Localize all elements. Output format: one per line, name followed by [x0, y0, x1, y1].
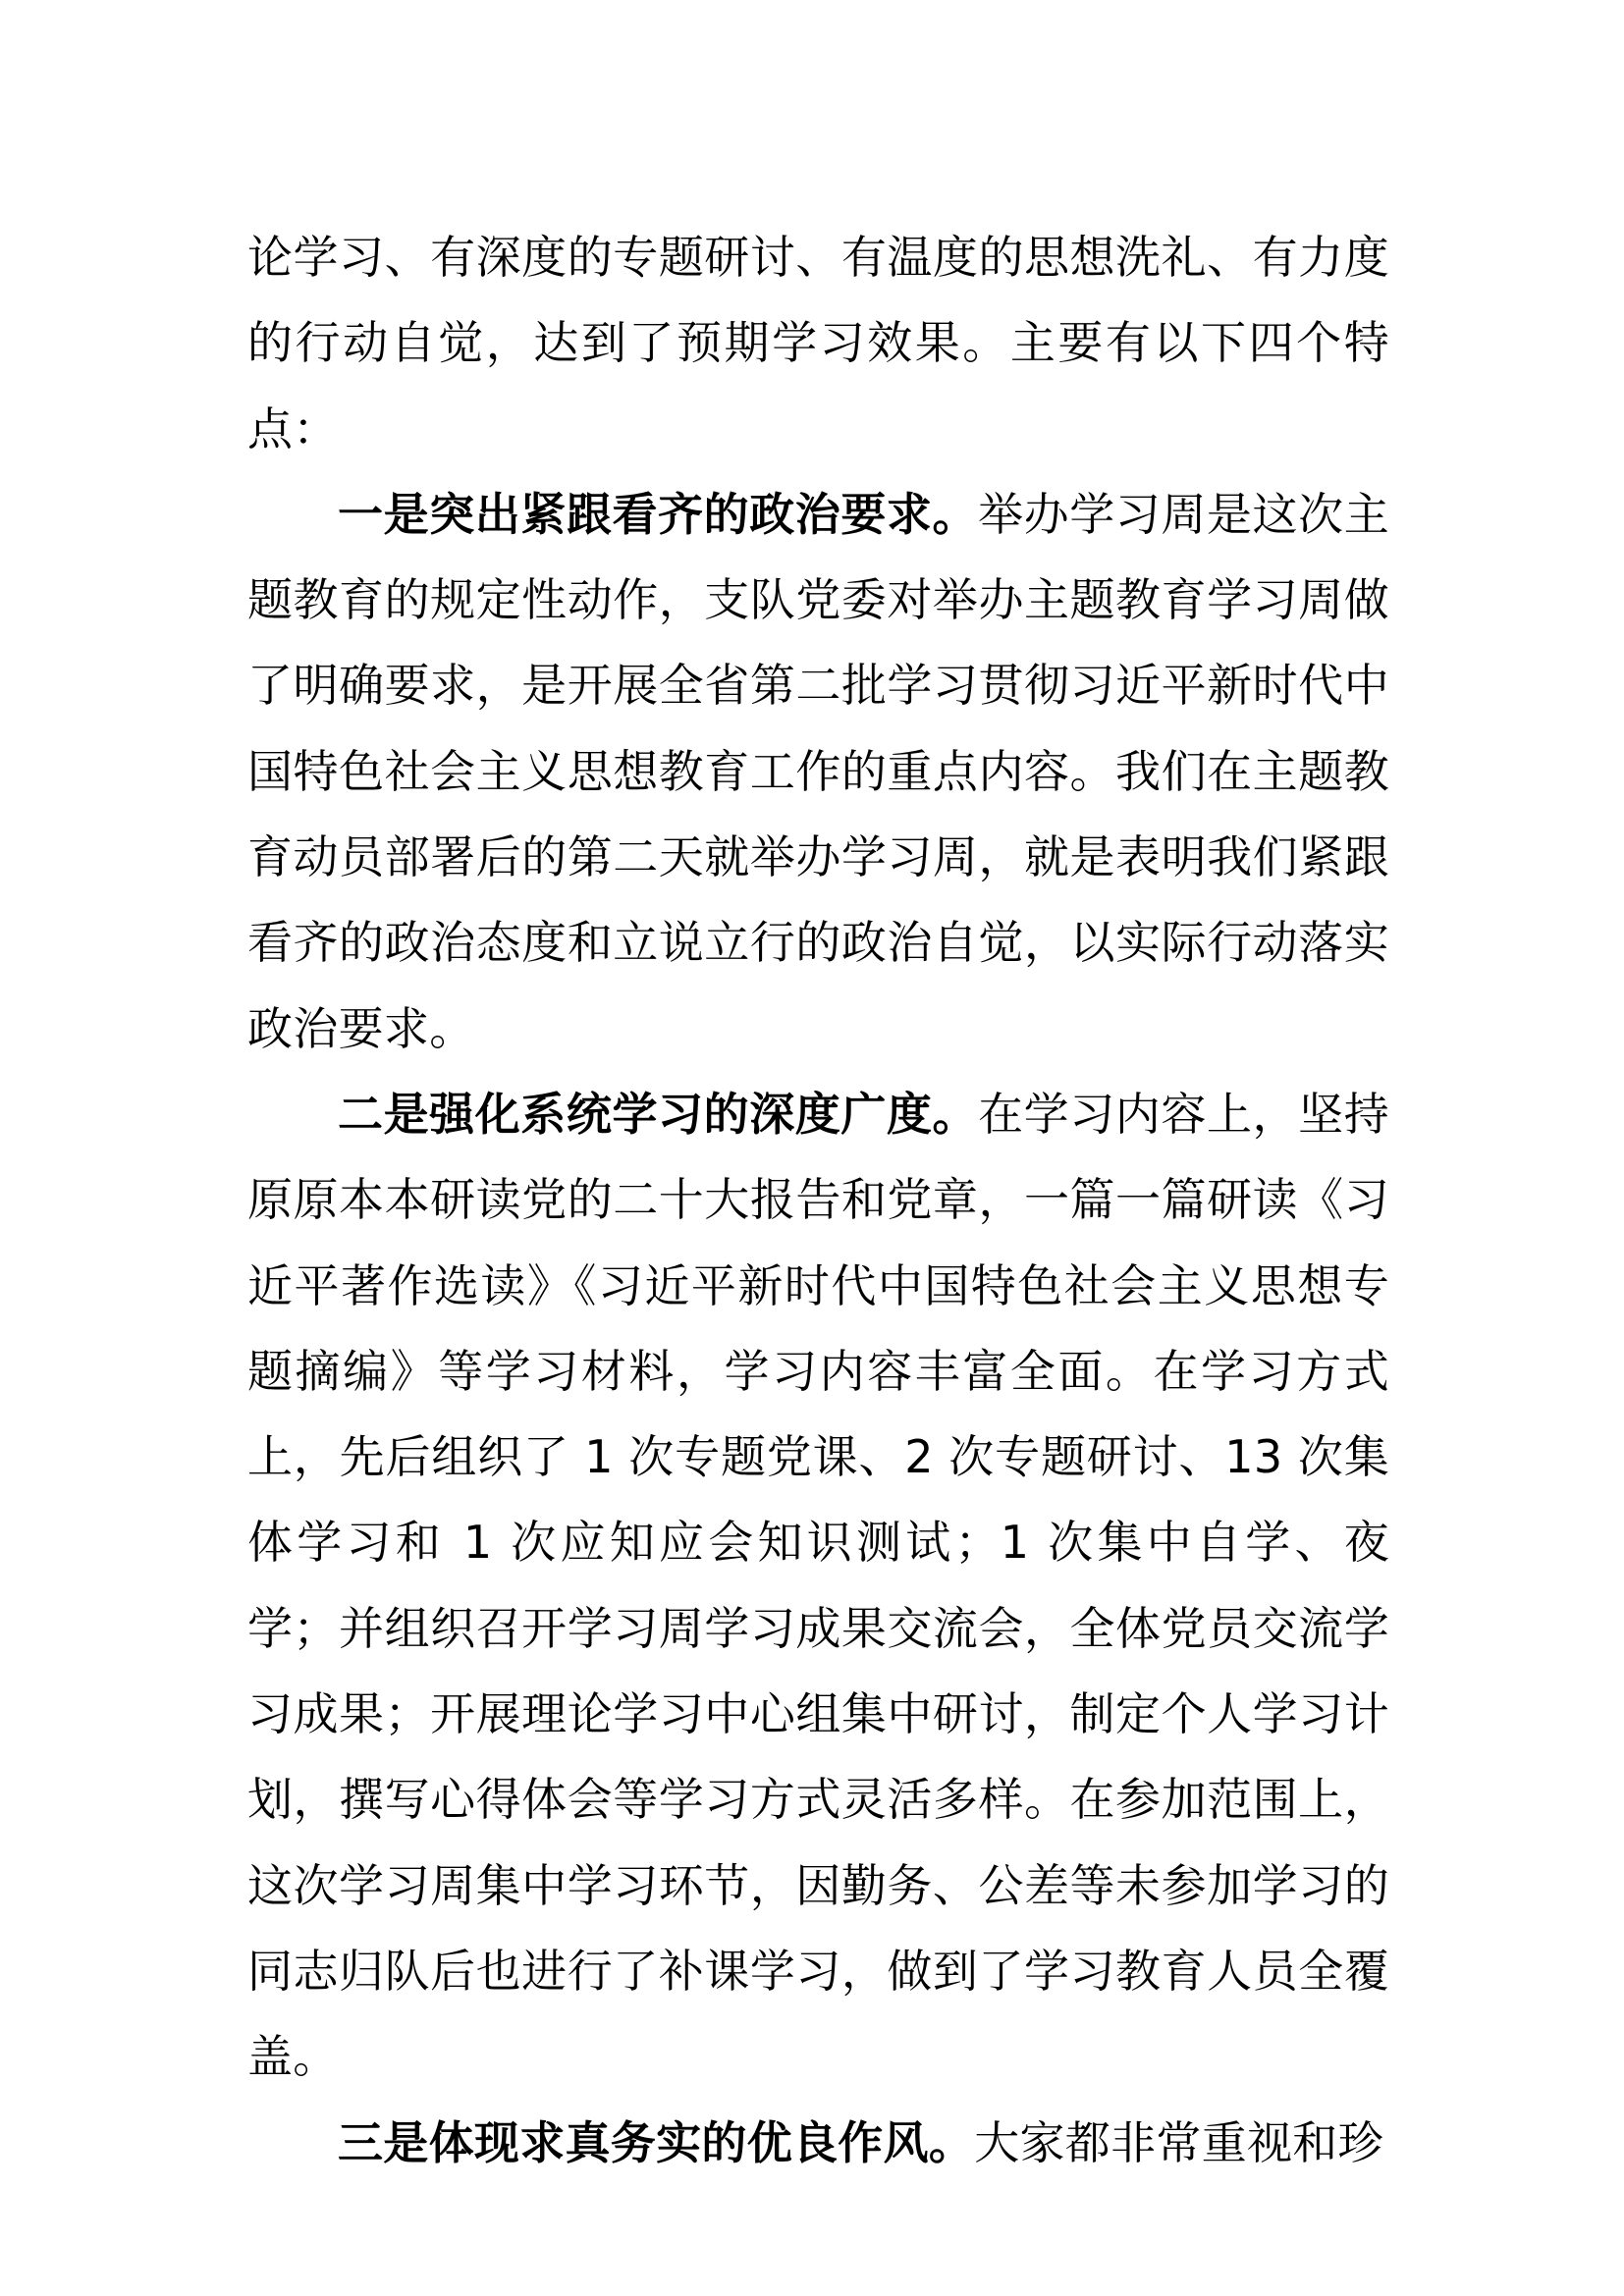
paragraph-text: 举办学习周是这次主题教育的规定性动作，支队党委对举办主题教育学习周做了明确要求，是开展全省第二批学习贯彻习近平新时代中国特色社会主义思想教育工作的重点内容。我们在主题教育动员部署后的第二天就举办学习周，就是表明我们紧跟看齐的政治态度和立说立行的政治自觉，以实际行动落实政治要求。 [247, 487, 1389, 1055]
document-body [247, 215, 1389, 2186]
paragraph-point-three [247, 2101, 1389, 2186]
paragraph-text: 论学习、有深度的专题研讨、有温度的思想洗礼、有力度的行动自觉，达到了预期学习效果。主要有以下四个特点： [247, 231, 1389, 455]
paragraph-intro [247, 215, 1389, 472]
paragraph-heading: 一是突出紧跟看齐的政治要求。 [338, 487, 979, 541]
paragraph-point-one [247, 472, 1389, 1072]
paragraph-heading: 二是强化系统学习的深度广度。 [338, 1087, 979, 1141]
paragraph-text: 在学习内容上，坚持原原本本研读党的二十大报告和党章，一篇一篇研读《习近平著作选读》《习近平新时代中国特色社会主义思想专题摘编》等学习材料，学习内容丰富全面。在学习方式上，先后组织了 1 次专题党课、2 次专题研讨、13 次集体学习和 1 次应知应会知识测试；1 次集中自学、夜学；并组织召开学习周学习成果交流会，全体党员交流学习成果；开展理论学习中心组集中研讨，制定个人学习计划，撰写心得体会等学习方式灵活多样。在参加范围上，这次学习周集中学习环节，因勤务、公差等未参加学习的同志归队后也进行了补课学习，做到了学习教育人员全覆盖。 [247, 1087, 1389, 2084]
paragraph-text: 大家都非常重视和珍 [974, 2115, 1383, 2169]
paragraph-heading: 三是体现求真务实的优良作风。 [338, 2115, 975, 2169]
paragraph-point-two [247, 1072, 1389, 2101]
